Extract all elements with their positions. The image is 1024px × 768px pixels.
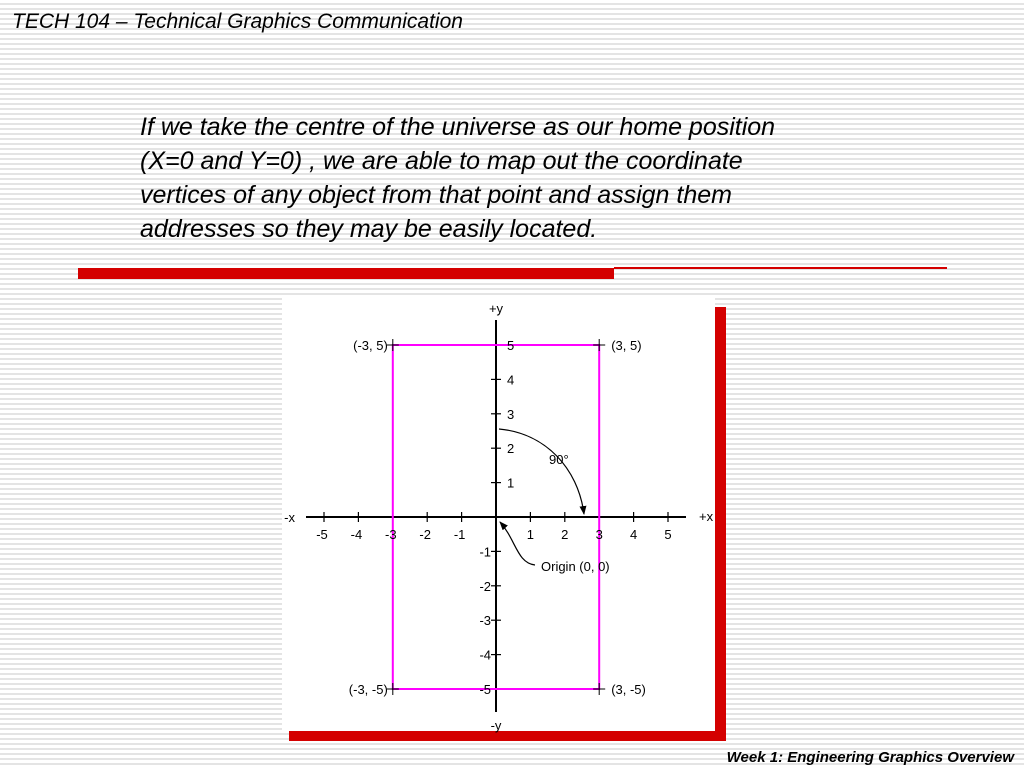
- y-tick-label: -1: [479, 544, 491, 560]
- figure-shadow-horizontal: [289, 731, 726, 741]
- x-tick-label: 5: [664, 527, 672, 542]
- axis-label-neg-x: -x: [284, 510, 295, 525]
- y-tick-label: -3: [479, 613, 491, 629]
- vertex-label: (-3, -5): [348, 682, 388, 697]
- figure-panel: [282, 295, 715, 731]
- axis-label-pos-x: +x: [699, 509, 714, 524]
- body-line: If we take the centre of the universe as our home position: [140, 113, 776, 141]
- x-tick-label: 1: [526, 527, 535, 542]
- body-line: vertices of any object from that point and assign them: [140, 181, 732, 209]
- y-tick-label: 2: [507, 441, 515, 457]
- angle-label: 90°: [549, 452, 569, 467]
- vertex-label: (3, 5): [611, 338, 642, 353]
- divider-thick: [78, 268, 614, 279]
- vertex-label: (3, -5): [611, 682, 646, 697]
- y-tick-label: 5: [507, 338, 515, 353]
- x-tick-label: 4: [629, 527, 638, 542]
- axis-label-pos-y: +y: [488, 301, 504, 316]
- figure-shadow-vertical: [715, 307, 726, 741]
- y-tick-label: -4: [479, 647, 491, 663]
- x-tick-label: -4: [350, 527, 363, 542]
- x-tick-label: -1: [453, 527, 466, 542]
- axis-label-neg-y: -y: [490, 718, 502, 733]
- body-text: [140, 110, 900, 246]
- y-tick-label: -2: [479, 578, 491, 594]
- body-line: (X=0 and Y=0) , we are able to map out the coordinate: [140, 147, 743, 175]
- x-tick-label: 3: [595, 527, 603, 542]
- vertex-label: (-3, 5): [353, 338, 388, 353]
- y-tick-label: 3: [507, 406, 515, 422]
- divider-thin: [614, 267, 947, 269]
- x-tick-label: -2: [419, 527, 431, 542]
- body-line: addresses so they may be easily located.: [140, 215, 598, 243]
- x-tick-label: -5: [316, 527, 328, 542]
- y-tick-label: -5: [479, 682, 491, 697]
- y-tick-label: 4: [507, 372, 515, 388]
- x-tick-label: 2: [561, 527, 569, 542]
- footer-text: Week 1: Engineering Graphics Overview: [726, 749, 1014, 766]
- y-tick-label: 1: [507, 475, 515, 491]
- x-tick-label: -3: [385, 527, 397, 542]
- slide-title: TECH 104 – Technical Graphics Communication: [12, 10, 463, 33]
- origin-label: Origin (0, 0): [541, 559, 610, 574]
